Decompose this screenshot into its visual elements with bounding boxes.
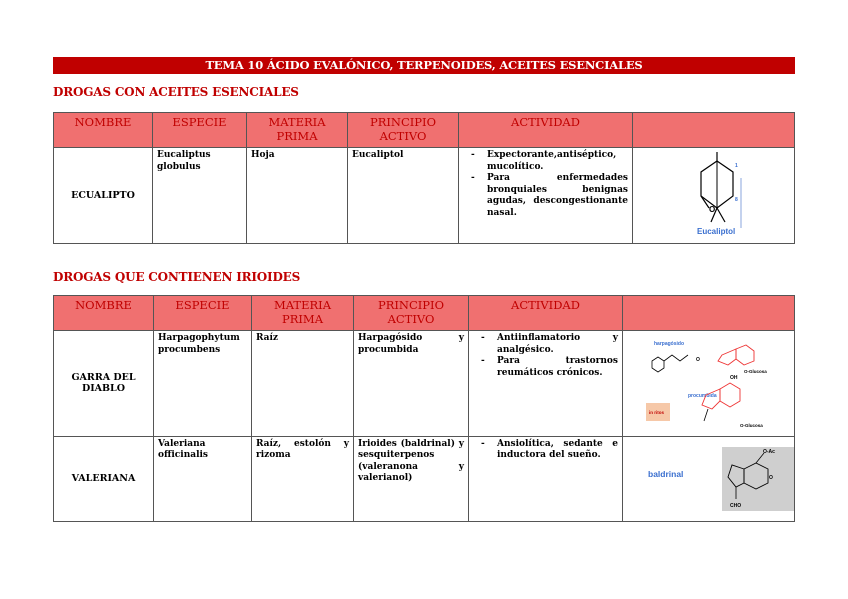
activity-item: - Ansiolítica, sedante e inductora del sueño. [497, 439, 618, 462]
table-row [54, 436, 795, 522]
svg-text:O-Glucosa: O-Glucosa [743, 369, 767, 374]
structure-image-cell [623, 436, 795, 522]
baldrinal-structure-image [624, 437, 794, 517]
drug-raw-material: Raíz, estolón y rizoma [252, 436, 354, 522]
harpagoside-structure-image [644, 331, 774, 431]
col-header-nombre: NOMBRE [54, 296, 154, 331]
drug-species: Harpagophytum procumbens [154, 331, 252, 437]
table-row [54, 331, 795, 437]
drug-active-principle: Eucaliptol [348, 148, 459, 244]
col-header-materia-prima: MATERIA PRIMA [252, 296, 354, 331]
col-header-materia-prima: MATERIA PRIMA [247, 113, 348, 148]
section-title-irioides: DROGAS QUE CONTIENEN IRIOIDES [53, 270, 301, 284]
col-header-image [633, 113, 795, 148]
col-header-principio-activo: PRINCIPIO ACTIVO [348, 113, 459, 148]
svg-text:OH: OH [729, 375, 737, 381]
svg-text:CHO: CHO [729, 502, 741, 509]
table-row [54, 148, 795, 244]
structure-image-cell [633, 148, 795, 244]
activity-item: - Antiinflamatorio y analgésico. [497, 333, 618, 356]
svg-text:O: O [708, 205, 715, 214]
drug-name: GARRA DEL DIABLO [54, 331, 154, 437]
svg-text:1: 1 [734, 163, 738, 169]
table-irioides [53, 295, 795, 522]
drug-species: Eucaliptus globulus [153, 148, 247, 244]
col-header-especie: ESPECIE [153, 113, 247, 148]
section-title-aceites: DROGAS CON ACEITES ESENCIALES [53, 85, 299, 99]
col-header-image [623, 296, 795, 331]
svg-text:O-Glucosa: O-Glucosa [739, 423, 763, 428]
drug-activity [469, 331, 623, 437]
drug-name: VALERIANA [54, 436, 154, 522]
col-header-actividad: ACTIVIDAD [469, 296, 623, 331]
col-header-nombre: NOMBRE [54, 113, 153, 148]
drug-activity [469, 436, 623, 522]
structure-label-top: harpagósido [653, 341, 684, 347]
table-header-row [54, 296, 795, 331]
drug-activity [459, 148, 633, 244]
col-header-actividad: ACTIVIDAD [459, 113, 633, 148]
drug-raw-material: Hoja [247, 148, 348, 244]
drug-name: ECUALIPTO [54, 148, 153, 244]
structure-label-box: in ritos [648, 410, 664, 415]
table-aceites-esenciales [53, 112, 795, 244]
col-header-principio-activo: PRINCIPIO ACTIVO [354, 296, 469, 331]
svg-text:O-Ac: O-Ac [762, 448, 775, 455]
structure-label-bottom: procumbida [687, 393, 717, 399]
table-header-row [54, 113, 795, 148]
drug-species: Valeriana officinalis [154, 436, 252, 522]
activity-item: - Para trastornos reumáticos crónicos. [497, 356, 618, 379]
svg-text:O: O [695, 357, 700, 363]
drug-active-principle: Irioides (baldrinal) y sesquiterpenos (valeranona y valerianol) [354, 436, 469, 522]
col-header-especie: ESPECIE [154, 296, 252, 331]
svg-text:O: O [768, 474, 773, 481]
drug-active-principle: Harpagósido y procumbida [354, 331, 469, 437]
activity-item: - Expectorante,antiséptico, mucolítico. [487, 150, 628, 173]
eucalyptol-structure-image [659, 148, 769, 238]
svg-text:8: 8 [734, 197, 738, 203]
structure-image-cell [623, 331, 795, 437]
drug-raw-material: Raíz [252, 331, 354, 437]
structure-label: Eucaliptol [696, 227, 735, 236]
structure-label: baldrinal [647, 468, 683, 479]
activity-item: - Para enfermedades bronquiales benignas agudas, descongestionante nasal. [487, 173, 628, 219]
page-banner: TEMA 10 ÁCIDO EVALÓNICO, TERPENOIDES, ACEITES ESENCIALES [53, 57, 795, 74]
